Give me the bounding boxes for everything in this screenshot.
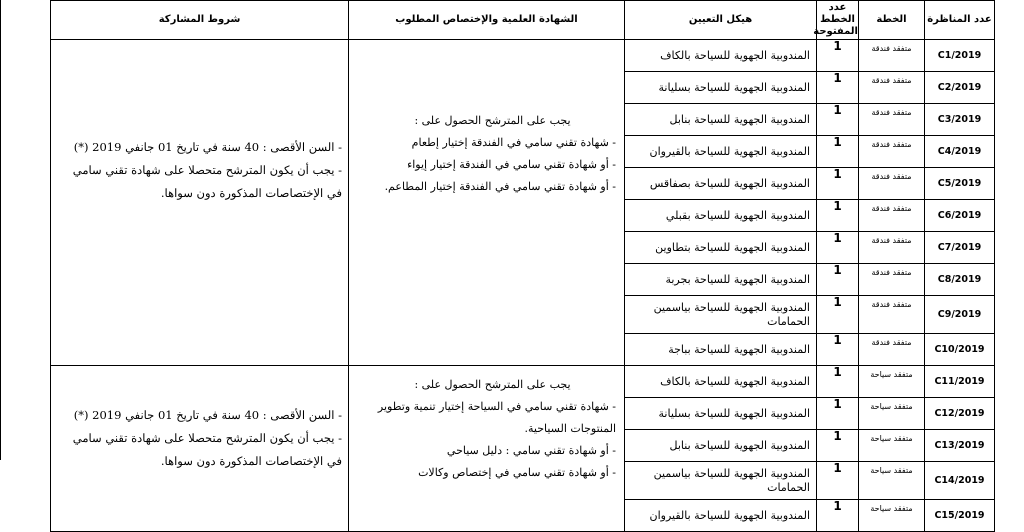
plan-cell: متفقد سياحة — [859, 500, 925, 532]
plan-cell: متفقد فندقة — [859, 136, 925, 168]
structure-cell: المندوبية الجهوية للسياحة بياسمين الحمامات — [625, 296, 817, 334]
competition-code: C11/2019 — [925, 366, 995, 398]
condition-line: - يجب أن يكون المترشح متحصلا على شهادة تقني سامي في الإختصاصات المذكورة دون سواها. — [72, 163, 342, 200]
qualification-line: - شهادة تقني سامي في الفندقة إختيار إطعام — [411, 136, 616, 149]
table-row — [51, 40, 995, 72]
structure-cell: المندوبية الجهوية للسياحة بالكاف — [625, 366, 817, 398]
structure-cell: المندوبية الجهوية للسياحة بياسمين الحمامات — [625, 462, 817, 500]
plan-cell: متفقد فندقة — [859, 168, 925, 200]
open-count-cell: 1 — [817, 168, 859, 200]
open-count-cell: 1 — [817, 104, 859, 136]
open-count-cell: 1 — [817, 200, 859, 232]
plan-cell: متفقد سياحة — [859, 430, 925, 462]
open-count-cell: 1 — [817, 334, 859, 366]
structure-cell: المندوبية الجهوية للسياحة بسليانة — [625, 398, 817, 430]
competition-code: C3/2019 — [925, 104, 995, 136]
plan-cell: متفقد فندقة — [859, 72, 925, 104]
condition-line: - يجب أن يكون المترشح متحصلا على شهادة تقني سامي في الإختصاصات المذكورة دون سواها. — [72, 431, 342, 468]
structure-cell: المندوبية الجهوية للسياحة بالقيروان — [625, 500, 817, 532]
competition-table — [50, 0, 995, 532]
plan-cell: متفقد فندقة — [859, 334, 925, 366]
qualification-cell — [349, 366, 625, 532]
page-left-border — [0, 0, 1, 460]
competition-code: C6/2019 — [925, 200, 995, 232]
competition-code: C9/2019 — [925, 296, 995, 334]
header-open-count: عدد الخطط المفتوحة — [817, 1, 859, 40]
structure-cell: المندوبية الجهوية للسياحة بالكاف — [625, 40, 817, 72]
structure-cell: المندوبية الجهوية للسياحة بجربة — [625, 264, 817, 296]
competition-code: C2/2019 — [925, 72, 995, 104]
header-qualification: الشهادة العلمية والإختصاص المطلوب — [349, 1, 625, 40]
competition-code: C4/2019 — [925, 136, 995, 168]
condition-line: - السن الأقصى : 40 سنة في تاريخ 01 جانفي 2019 (*) — [73, 408, 342, 422]
structure-cell: المندوبية الجهوية للسياحة بالقيروان — [625, 136, 817, 168]
qualification-cell — [349, 40, 625, 366]
structure-cell: المندوبية الجهوية للسياحة بصفاقس — [625, 168, 817, 200]
structure-cell: المندوبية الجهوية للسياحة بنابل — [625, 104, 817, 136]
plan-cell: متفقد سياحة — [859, 398, 925, 430]
structure-cell: المندوبية الجهوية للسياحة بباجة — [625, 334, 817, 366]
plan-cell: متفقد فندقة — [859, 264, 925, 296]
qualification-line: - أو شهادة تقني سامي في الفندقة إختيار المطاعم. — [384, 180, 616, 193]
header-plan: الخطة — [859, 1, 925, 40]
open-count-cell: 1 — [817, 430, 859, 462]
qualification-line: - أو شهادة تقني سامي في الفندقة إختيار إيواء — [407, 158, 616, 171]
qualification-line: - أو شهادة تقني سامي في إختصاص وكالات — [418, 466, 616, 479]
competition-code: C15/2019 — [925, 500, 995, 532]
open-count-cell: 1 — [817, 462, 859, 500]
open-count-cell: 1 — [817, 398, 859, 430]
structure-cell: المندوبية الجهوية للسياحة بقبلي — [625, 200, 817, 232]
open-count-cell: 1 — [817, 72, 859, 104]
qualification-lead: يجب على المترشح الحصول على : — [414, 114, 571, 127]
header-conditions: شروط المشاركة — [51, 1, 349, 40]
conditions-cell — [51, 40, 349, 366]
open-count-cell: 1 — [817, 366, 859, 398]
qualification-lead: يجب على المترشح الحصول على : — [414, 378, 571, 391]
open-count-cell: 1 — [817, 296, 859, 334]
header-code: عدد المناظرة — [925, 1, 995, 40]
plan-cell: متفقد فندقة — [859, 40, 925, 72]
open-count-cell: 1 — [817, 40, 859, 72]
competition-code: C1/2019 — [925, 40, 995, 72]
structure-cell: المندوبية الجهوية للسياحة بسليانة — [625, 72, 817, 104]
qualification-line: - أو شهادة تقني سامي : دليل سياحي — [446, 444, 616, 457]
header-row — [51, 1, 995, 40]
open-count-cell: 1 — [817, 500, 859, 532]
plan-cell: متفقد فندقة — [859, 200, 925, 232]
header-structure: هيكل التعيين — [625, 1, 817, 40]
plan-cell: متفقد سياحة — [859, 366, 925, 398]
competition-code: C13/2019 — [925, 430, 995, 462]
competition-code: C8/2019 — [925, 264, 995, 296]
structure-cell: المندوبية الجهوية للسياحة بنابل — [625, 430, 817, 462]
condition-line: - السن الأقصى : 40 سنة في تاريخ 01 جانفي 2019 (*) — [73, 140, 342, 154]
competition-code: C14/2019 — [925, 462, 995, 500]
table-row — [51, 366, 995, 398]
competition-code: C10/2019 — [925, 334, 995, 366]
open-count-cell: 1 — [817, 264, 859, 296]
structure-cell: المندوبية الجهوية للسياحة بتطاوين — [625, 232, 817, 264]
plan-cell: متفقد فندقة — [859, 232, 925, 264]
conditions-cell — [51, 366, 349, 532]
competition-code: C5/2019 — [925, 168, 995, 200]
qualification-line: - شهادة تقني سامي في السياحة إختيار تنمية وتطوير المنتوجات السياحية. — [377, 400, 616, 435]
plan-cell: متفقد فندقة — [859, 104, 925, 136]
open-count-cell: 1 — [817, 136, 859, 168]
plan-cell: متفقد فندقة — [859, 296, 925, 334]
open-count-cell: 1 — [817, 232, 859, 264]
competition-code: C7/2019 — [925, 232, 995, 264]
plan-cell: متفقد سياحة — [859, 462, 925, 500]
competition-code: C12/2019 — [925, 398, 995, 430]
